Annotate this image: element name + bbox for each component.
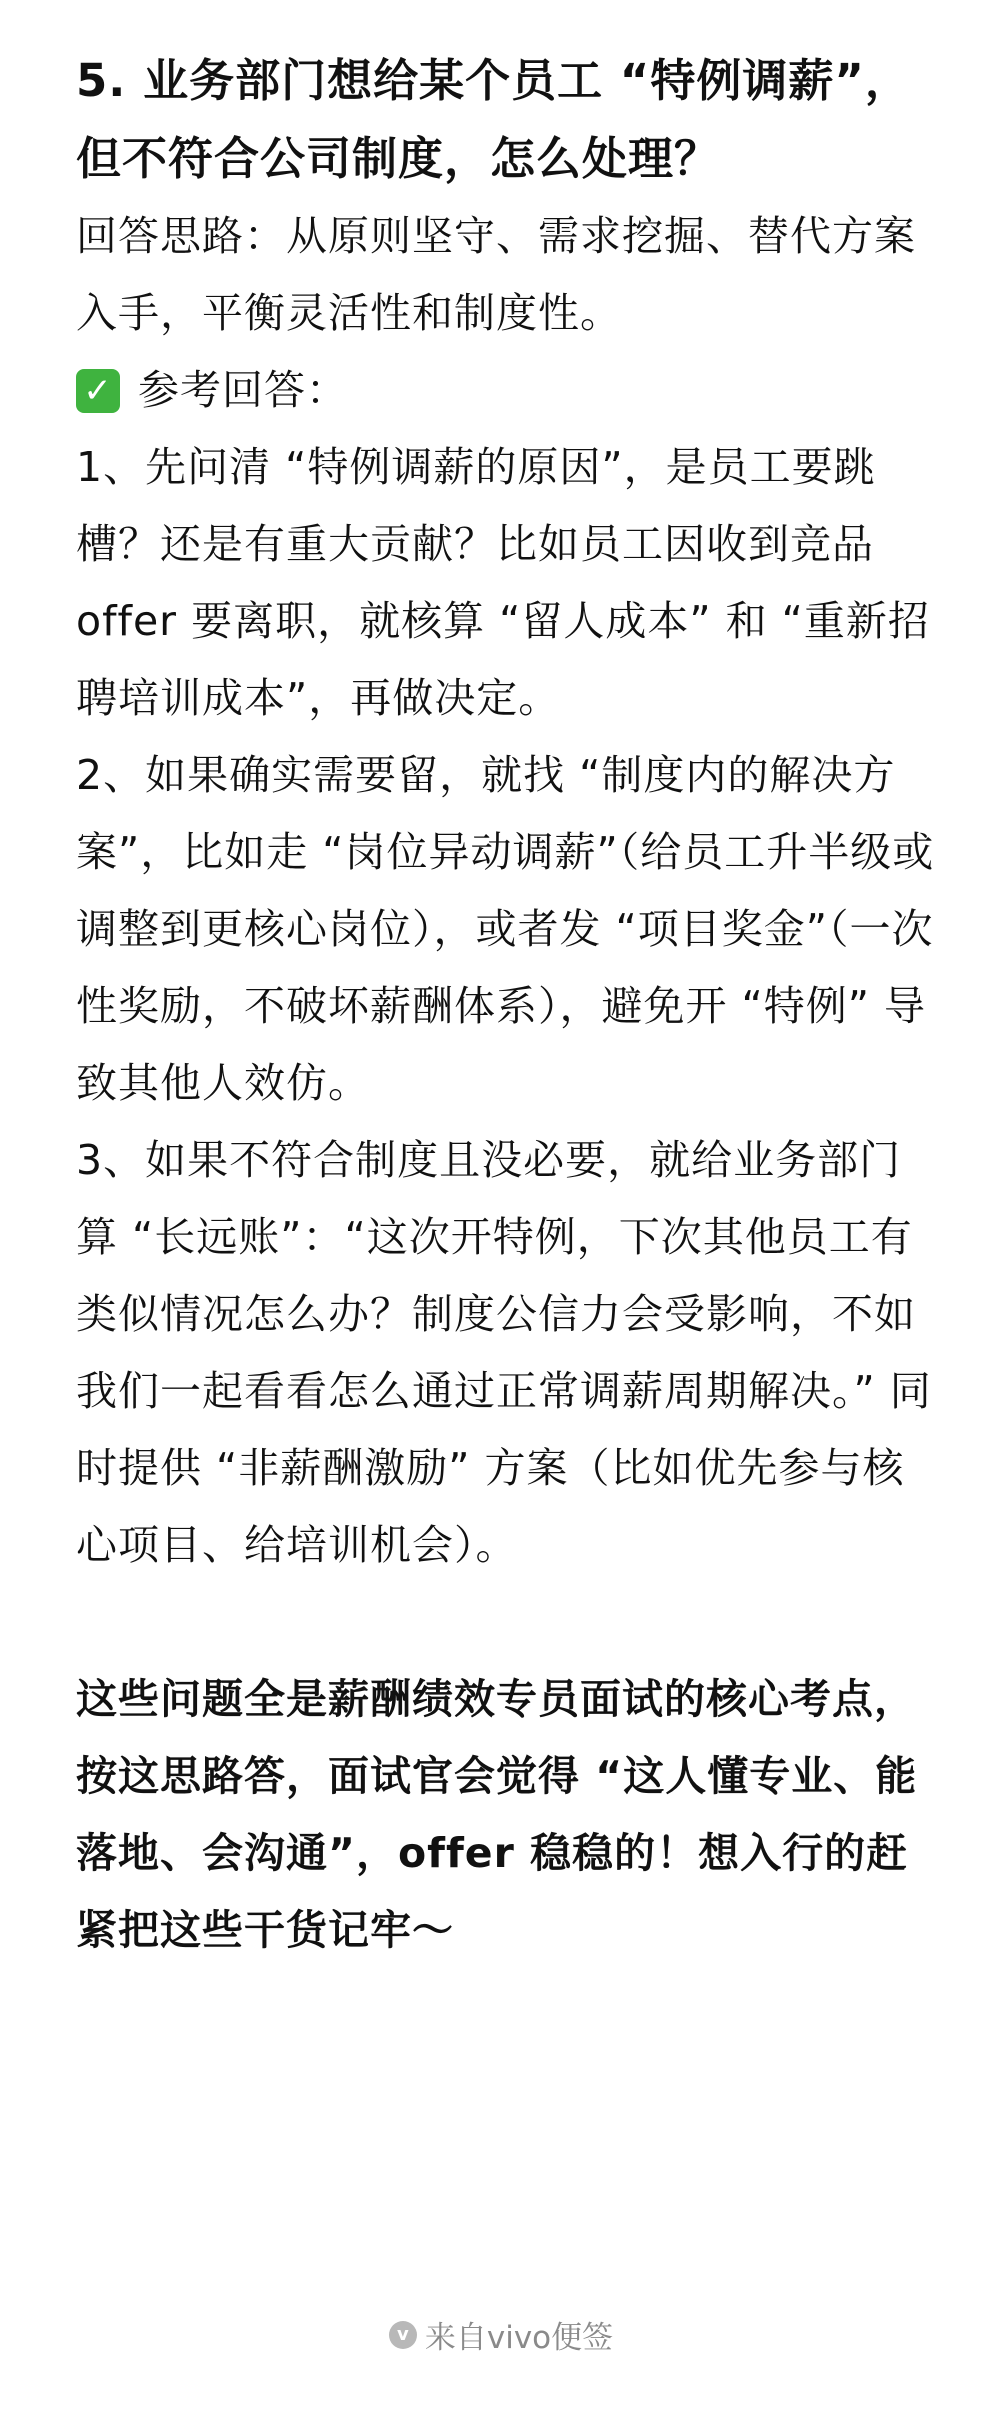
vivo-logo-icon: v [389,2321,417,2349]
answer-point-2: 2、如果确实需要留，就找 “制度内的解决方案”，比如走 “岗位异动调薪”（给员工升半级或调整到更核心岗位），或者发 “项目奖金”（一次性奖励，不破坏薪酬体系），避免开 “特例” 导致其他人效仿。 [76,751,935,1107]
footer-source-text: 来自vivo便签 [424,2320,614,2356]
reference-answer-heading [76,352,936,429]
blank-line [76,1584,936,1661]
reference-answer-label: 参考回答： [138,366,348,414]
answer-approach: 回答思路：从原则坚守、需求挖掘、替代方案入手，平衡灵活性和制度性。 [76,212,916,337]
answer-point-3: 3、如果不符合制度且没必要，就给业务部门算 “长远账”：“这次开特例，下次其他员工有类似情况怎么办？制度公信力会受影响，不如我们一起看看怎么通过正常调薪周期解决。” 同时提供 “非薪酬激励” 方案（比如优先参与核心项目、给培训机会）。 [76,1136,932,1569]
note-content [76,42,936,1969]
closing-summary: 这些问题全是薪酬绩效专员面试的核心考点，按这思路答，面试官会觉得 “这人懂专业、能落地、会沟通”，offer 稳稳的！想入行的赶紧把这些干货记牢～ [76,1675,918,1954]
answer-point-1: 1、先问清 “特例调薪的原因”，是员工要跳槽？还是有重大贡献？比如员工因收到竞品 offer 要离职，就核算 “留人成本” 和 “重新招聘培训成本”，再做决定。 [76,443,930,722]
footer-source [0,2312,1002,2357]
question-title: 5. 业务部门想给某个员工 “特例调薪”，但不符合公司制度，怎么处理？ [76,54,911,185]
check-mark-icon: ✓ [76,369,120,413]
